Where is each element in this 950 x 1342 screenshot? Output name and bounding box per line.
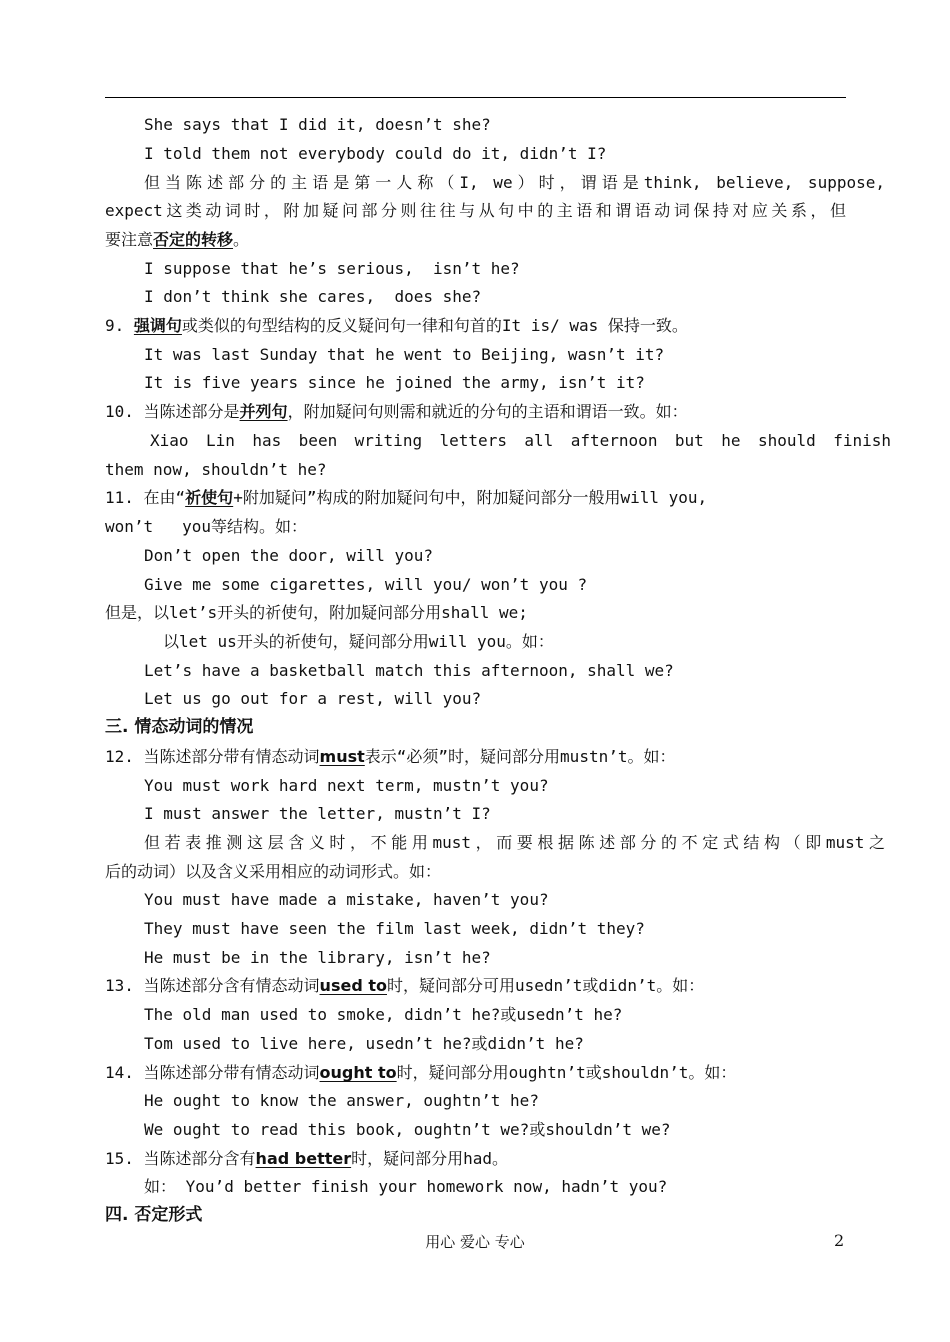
text-line: You must have made a mistake, haven’t you? [144,890,549,909]
text-line: They must have seen the film last week, didn’t they? [144,919,645,938]
key-term: 并列句 [239,402,288,421]
text-line: 后的动词）以及含义采用相应的动词形式。如： [105,862,442,881]
text-line: expect这类动词时，附加疑问部分则往往与从句中的主语和谓语动词保持对应关系，但 [105,201,846,220]
text-line: I suppose that he’s serious, isn’t he? [144,259,520,278]
item-heading: 13. 当陈述部分含有情态动词used to时，疑问部分可用usedn’t或didn’t。如： [105,976,705,995]
text-line: Give me some cigarettes, will you/ won’t you ? [144,575,588,594]
page-number: 2 [834,1231,845,1250]
section-heading: 四. 否定形式 [105,1205,203,1225]
item-heading: 10. 当陈述部分是并列句，附加疑问句则需和就近的分句的主语和谓语一致。如： [105,402,688,421]
text-line: 但当陈述部分的主语是第一人称（I, we）时，谓语是think, believe, suppose, [144,173,885,192]
text-line: You must work hard next term, mustn’t you? [144,776,549,795]
text-line: I must answer the letter, mustn’t I? [144,804,491,823]
item-heading: 11. 在由“祈使句+附加疑问”构成的附加疑问句中，附加疑问部分一般用will you, [105,488,708,507]
text-line: 要注意否定的转移。 [105,230,250,249]
text-line: 但是，以let’s开头的祈使句，附加疑问部分用shall we; [105,603,528,622]
header-rule [105,97,846,98]
text-line: Let’s have a basketball match this afternoon, shall we? [144,661,674,680]
key-term: 强调句 [133,316,182,335]
text-line: It was last Sunday that he went to Beijing, wasn’t it? [144,345,665,364]
key-term: must [319,747,365,766]
item-heading: 15. 当陈述部分含有had better时，疑问部分用had。 [105,1149,509,1168]
page-footer: 用心 爱心 专心 [425,1233,525,1251]
key-term: 否定的转移 [153,230,234,249]
section-heading: 三. 情态动词的情况 [105,717,254,737]
key-term: 祈使句 [185,488,234,507]
text-line: She says that I did it, doesn’t she? [144,115,491,134]
item-heading: 14. 当陈述部分带有情态动词ought to时，疑问部分用oughtn’t或shouldn’t。如： [105,1063,737,1082]
text-line: Don’t open the door, will you? [144,546,433,565]
text-line: I don’t think she cares, does she? [144,287,482,306]
text-line: 如： You’d better finish your homework now, hadn’t you? [144,1177,668,1196]
text-line: them now, shouldn’t he? [105,460,327,479]
item-heading: 12. 当陈述部分带有情态动词must表示“必须”时，疑问部分用mustn’t。如： [105,747,676,766]
text-line: 但若表推测这层含义时，不能用must，而要根据陈述部分的不定式结构（即must之 [144,833,885,852]
text-line: The old man used to smoke, didn’t he?或usedn’t he? [144,1005,623,1024]
text-line: won’t you等结构。如： [105,517,307,536]
text-line: Let us go out for a rest, will you? [144,689,482,708]
key-term: used to [319,976,387,995]
text-line: He ought to know the answer, oughtn’t he? [144,1091,539,1110]
text-line: Xiao Lin has been writing letters all afternoon but he should finish [150,431,891,450]
text-line: 以let us开头的祈使句，疑问部分用will you。如： [163,632,554,651]
key-term: ought to [319,1063,397,1082]
text-line: Tom used to live here, usedn’t he?或didn’t he? [144,1034,584,1053]
key-term: had better [255,1149,352,1168]
text-line: It is five years since he joined the army, isn’t it? [144,373,645,392]
text-line: He must be in the library, isn’t he? [144,948,491,967]
text-line: I told them not everybody could do it, didn’t I? [144,144,607,163]
item-heading: 9. 强调句或类似的句型结构的反义疑问句一律和句首的It is/ was 保持一致。 [105,316,688,335]
text-line: We ought to read this book, oughtn’t we?或shouldn’t we? [144,1120,671,1139]
